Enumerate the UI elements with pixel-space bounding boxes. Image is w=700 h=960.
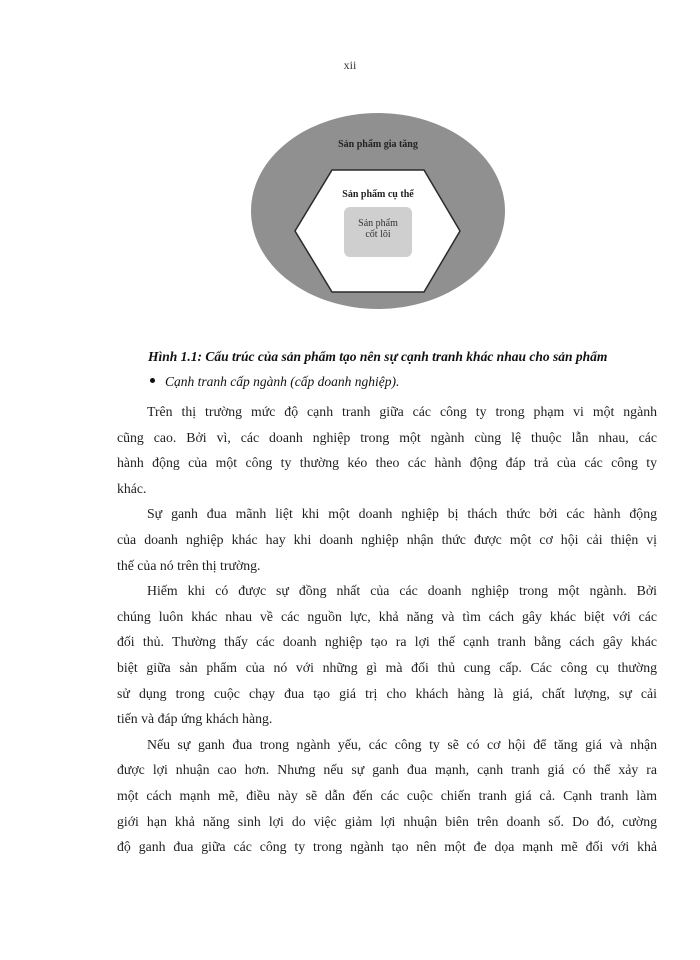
text-line: Sự ganh đua mãnh liệt khi một doanh nghiệp bị thách thức bởi các hành động: [147, 506, 657, 522]
paragraph: [117, 578, 657, 732]
text-line: sử dụng trong cuộc chạy đua tạo giá trị cho khách hàng là giá, chất lượng, sự cải: [117, 685, 657, 701]
text-line: khác.: [117, 480, 147, 496]
text-line: một cách mạnh mẽ, điều này sẽ dẫn đến các cuộc chiến tranh giá cả. Cạnh tranh làm: [117, 787, 657, 803]
text-line: chúng luôn khác nhau về các nguồn lực, khả năng và tìm cách gây khác biệt với các: [117, 608, 657, 624]
text-line: hành động của một công ty thường kéo theo các hành động đáp trả của các công ty: [117, 455, 657, 471]
paragraph: [117, 399, 657, 501]
core-product-label-line2: cốt lõi: [365, 229, 391, 240]
text-line: Hiếm khi có được sự đồng nhất của các doanh nghiệp trong một ngành. Bởi: [147, 583, 657, 599]
text-line: Trên thị trường mức độ cạnh tranh giữa các công ty trong phạm vi một ngành: [147, 404, 657, 419]
figure-caption: Hình 1.1: Cấu trúc của sản phẩm tạo nên sự cạnh tranh khác nhau cho sản phẩm: [148, 349, 608, 364]
text-line: độ ganh đua giữa các công ty trong ngành tạo nên một đe dọa mạnh mẽ đối với khả: [117, 839, 657, 855]
paragraph: [117, 732, 657, 860]
bullet-item: [150, 374, 399, 390]
text-line: giới hạn khả năng sinh lợi do việc giảm lợi nhuận biên trên doanh số. Do đó, cường: [117, 813, 657, 829]
text-line: cũng cao. Bởi vì, các doanh nghiệp trong một ngành cùng lệ thuộc lẫn nhau, các: [117, 429, 657, 445]
core-product-label: [344, 218, 412, 240]
text-line: Nếu sự ganh đua trong ngành yếu, các công ty sẽ có cơ hội để tăng giá và nhận: [147, 736, 657, 752]
core-product-label-line1: Sản phẩm: [358, 218, 398, 229]
text-line: thế của nó trên thị trường.: [117, 557, 261, 573]
text-line: của doanh nghiệp khác hay khi doanh nghiệp nhận thức được một cơ hội cải thiện vị: [117, 531, 657, 547]
augmented-product-label: Sản phẩm gia tăng: [338, 139, 418, 150]
body-text: [117, 399, 657, 860]
actual-product-label: Sản phẩm cụ thể: [342, 189, 414, 200]
paragraph: [117, 501, 657, 578]
text-line: đối thủ. Thường thấy các doanh nghiệp tạo ra lợi thế cạnh tranh bằng cách gây khác: [117, 634, 657, 650]
page-number: xii: [343, 58, 357, 72]
bullet-dot-icon: [150, 378, 155, 383]
product-structure-diagram: [248, 110, 508, 340]
bullet-text: Cạnh tranh cấp ngành (cấp doanh nghiệp).: [165, 374, 400, 389]
text-line: biệt giữa sản phẩm của nó với những gì mà đối thủ cung cấp. Các công cụ thường: [117, 659, 657, 675]
text-line: được lợi nhuận cao hơn. Nhưng nếu sự ganh đua mạnh, cạnh tranh giá có thể xảy ra: [117, 762, 657, 778]
text-line: tiến và đáp ứng khách hàng.: [117, 711, 273, 727]
